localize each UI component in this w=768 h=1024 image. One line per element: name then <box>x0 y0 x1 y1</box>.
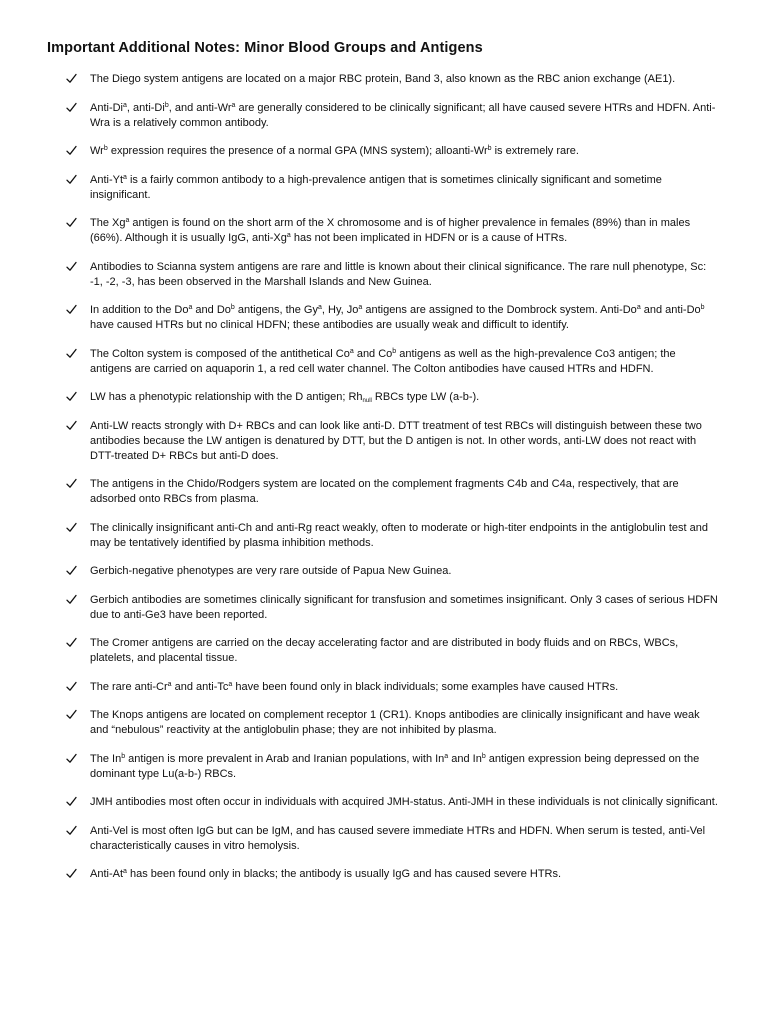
check-mark-icon <box>66 825 77 836</box>
note-text: Antibodies to Scianna system antigens are rare and little is known about their clinical significance. The rare null phenotype, Sc: -1, -2, -3, has been observed in the Marshall Islands and New Guinea. <box>90 260 707 288</box>
note-item <box>0 390 768 405</box>
note-item <box>0 347 768 377</box>
check-mark-icon <box>66 753 77 764</box>
note-text: The rare anti-Cr$^a$ and anti-Tc$^a$ have been found only in black individuals; some examples have caused HTRs. <box>90 680 619 693</box>
note-item <box>0 521 768 551</box>
note-text: The Knops antigens are located on complement receptor 1 (CR1). Knops antibodies are clinically insignificant and have weak and “nebulous” reactivity at the antiglobulin phase; they are not inhibited by plasma. <box>90 709 700 736</box>
check-mark-icon <box>66 304 77 315</box>
check-mark-icon <box>66 637 77 648</box>
note-item <box>0 216 768 246</box>
check-mark-icon <box>66 681 77 692</box>
note-item <box>0 867 768 882</box>
note-text: Wr$^b$ expression requires the presence of a normal GPA (MNS system); alloanti-Wr$^b$ is extremely rare. <box>90 145 579 157</box>
note-item <box>0 795 768 810</box>
check-mark-icon <box>66 217 77 228</box>
check-mark-icon <box>66 709 77 720</box>
note-text: LW has a phenotypic relationship with the D antigen; $Rh_{null}$ RBCs type LW (a-b-). <box>90 391 480 404</box>
notes-list <box>0 72 768 896</box>
note-text: Gerbich antibodies are sometimes clinically significant for transfusion and sometimes insignificant. Only 3 cases of serious HDFN due to anti-Ge3 have been reported. <box>90 593 718 621</box>
note-text: The Colton system is composed of the antithetical Co$^a$ and Co$^b$ antigens as well as the high-prevalence Co3 antigen; the antigens are carried on aquaporin 1, a red cell water channel. The Colton antibodies have caused HTRs and HDFN. <box>90 347 676 375</box>
note-item <box>0 636 768 666</box>
check-mark-icon <box>66 348 77 359</box>
check-mark-icon <box>66 391 77 402</box>
check-mark-icon <box>66 261 77 272</box>
note-item <box>0 303 768 333</box>
check-mark-icon <box>66 565 77 576</box>
check-mark-icon <box>66 478 77 489</box>
note-text: The Xg$^a$ antigen is found on the short arm of the X chromosome and is of higher prevalence in females (89%) than in males (66%). Although it is usually IgG, anti-Xg$^a$ has not been implicated in HDFN or is a cause of HTRs. <box>90 217 691 244</box>
check-mark-icon <box>66 102 77 113</box>
note-item <box>0 477 768 507</box>
note-text: The antigens in the Chido/Rodgers system are located on the complement fragments C4b and C4a, respectively, that are adsorbed onto RBCs from plasma. <box>90 478 679 505</box>
note-item <box>0 101 768 131</box>
check-mark-icon <box>66 145 77 156</box>
note-text: JMH antibodies most often occur in individuals with acquired JMH-status. Anti-JMH in these individuals is not clinically significant. <box>90 796 718 808</box>
note-text: Anti-Vel is most often IgG but can be IgM, and has caused severe immediate HTRs and HDFN. When serum is tested, anti-Vel characteristically causes in vitro hemolysis. <box>90 824 706 852</box>
note-text: Anti-Di$^a$, anti-Di$^b$, and anti-Wr$^a$ are generally considered to be clinically significant; all have caused severe HTRs and HDFN. Anti-Wra is a relatively common antibody. <box>90 101 716 129</box>
note-text: The clinically insignificant anti-Ch and anti-Rg react weakly, often to moderate or high-titer endpoints in the antiglobulin test and may be tentatively identified by plasma inhibition methods. <box>90 521 708 549</box>
note-item <box>0 173 768 203</box>
note-text: Gerbich-negative phenotypes are very rare outside of Papua New Guinea. <box>90 565 452 577</box>
check-mark-icon <box>66 796 77 807</box>
note-text: Anti-LW reacts strongly with D+ RBCs and can look like anti-D. DTT treatment of test RBCs will distinguish between these two antibodies because the LW antigen is denatured by DTT, but the D antigen is not. In other words, anti-LW does not react with DTT-treated D+ RBCs but anti-D does. <box>90 419 702 462</box>
note-item <box>0 708 768 738</box>
check-mark-icon <box>66 174 77 185</box>
note-text: The Cromer antigens are carried on the decay accelerating factor and are distributed in body fluids and on RBCs, WBCs, platelets, and placental tissue. <box>90 637 679 664</box>
check-mark-icon <box>66 868 77 879</box>
note-text: The Diego system antigens are located on a major RBC protein, Band 3, also known as the RBC anion exchange (AE1). <box>90 73 676 85</box>
note-item <box>0 144 768 159</box>
page-title: Important Additional Notes: Minor Blood Groups and Antigens <box>47 40 483 56</box>
check-mark-icon <box>66 420 77 431</box>
check-mark-icon <box>66 73 77 84</box>
check-mark-icon <box>66 594 77 605</box>
note-text: In addition to the Do$^a$ and Do$^b$ antigens, the Gy$^a$, Hy, Jo$^a$ antigens are assigned to the Dombrock system. Anti-Do$^a$ and anti-Do$^b$ have caused HTRs but no clinical HDFN; these antibodies are usually weak and difficult to identify. <box>90 304 705 331</box>
note-item <box>0 680 768 695</box>
note-item <box>0 593 768 623</box>
note-item <box>0 824 768 854</box>
note-text: Anti-Yt$^a$ is a fairly common antibody to a high-prevalence antigen that is sometimes clinically significant and sometime insignificant. <box>90 173 662 201</box>
note-text: Anti-At$^a$ has been found only in blacks; the antibody is usually IgG and has caused severe HTRs. <box>90 868 562 880</box>
check-mark-icon <box>66 522 77 533</box>
note-item <box>0 260 768 290</box>
note-text: The In$^b$ antigen is more prevalent in Arab and Iranian populations, with In$^a$ and In$^b$ antigen expression being depressed on the dominant type Lu(a-b-) RBCs. <box>90 752 700 780</box>
note-item <box>0 419 768 464</box>
note-item <box>0 752 768 782</box>
note-item <box>0 564 768 579</box>
note-item <box>0 72 768 87</box>
